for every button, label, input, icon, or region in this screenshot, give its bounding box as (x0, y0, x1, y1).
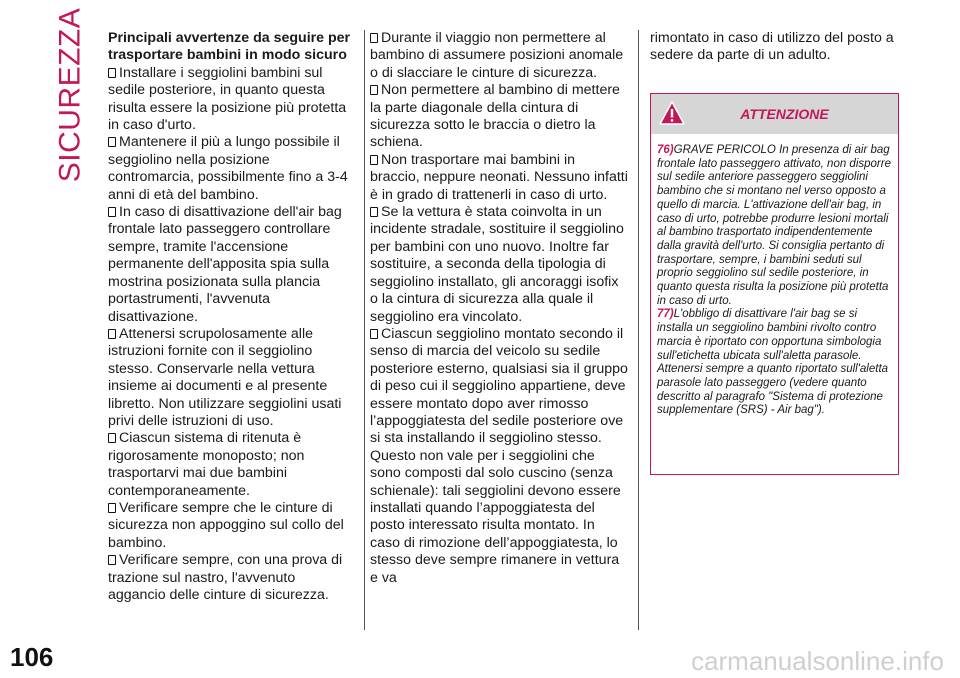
checkbox-bullet-icon (370, 85, 378, 95)
list-item: Mantenere il più a lungo possibile il seggiolino nella posizione contromarcia, possibilmente fino a 3-4 anni di età del bambino. (108, 134, 348, 203)
warning-body (651, 134, 898, 418)
column-divider (364, 30, 365, 630)
page-number: 106 (10, 642, 54, 672)
checkbox-bullet-icon (370, 155, 378, 165)
list-item: Ciascun sistema di ritenuta è rigorosamente monoposto; non trasportarvi mai due bambini contemporaneamente. (108, 430, 305, 499)
list-item: Ciascun seggiolino montato secondo il senso di marcia del veicolo su sedile posteriore esterno, qualsiasi sia il gruppo di peso cui il seggiolino appartiene, deve essere montato dopo aver rimosso l’appoggiatesta del sedile posteriore ove si sta installando il seggiolino stesso. Questo non vale per i seggiolini che sono composti dal solo cuscino (senza schienale): tali seggiolini devono essere installati quando l’appoggiatesta del posto interessato risulta montato. In caso di rimozione dell’appoggiatesta, lo stesso deve sempre rimanere in vettura e va (370, 325, 628, 586)
warning-title: ATTENZIONE (740, 106, 829, 122)
continuation-text: rimontato in caso di utilizzo del posto a sedere da parte di un adulto. (650, 30, 894, 64)
section-title: SICUREZZA (53, 7, 87, 183)
checkbox-bullet-icon (108, 503, 116, 513)
warning-header (651, 94, 898, 134)
list-item: Verificare sempre che le cinture di sicurezza non appoggino sul collo del bambino. (108, 499, 344, 551)
list-item: Durante il viaggio non permettere al bambino di assumere posizioni anomale o di slacciare le cinture di sicurezza. (370, 30, 624, 81)
column-divider (638, 30, 639, 630)
checkbox-bullet-icon (108, 68, 116, 78)
checkbox-bullet-icon (108, 433, 116, 443)
warning-item: 76)GRAVE PERICOLO In presenza di air bag frontale lato passeggero attivato, non disporre sul sedile anteriore passeggero seggiolini bambino che si montano nel verso opposto a quello di marcia. L'attivazione dell'air bag, in caso di urto, potrebbe produrre lesioni mortali al bambino trasportato indipendentemente dalla gravità dell'urto. Si consiglia pertanto di trasportare, sempre, i bambini seduti sul proprio seggiolino sul sedile posteriore, in quanto questa risulta la posizione più protetta in caso di urto. (657, 144, 891, 307)
list-item: Attenersi scrupolosamente alle istruzioni fornite con il seggiolino stesso. Conservarle nella vettura insieme ai documenti e al presente libretto. Non utilizzare seggiolini usati privi delle istruzioni di uso. (108, 325, 342, 429)
list-item: Non permettere al bambino di mettere la parte diagonale della cintura di sicurezza sotto le braccia o dietro la schiena. (370, 82, 620, 151)
column-3 (650, 30, 900, 65)
checkbox-bullet-icon (370, 329, 378, 339)
warning-triangle-icon (659, 101, 685, 125)
checkbox-bullet-icon (108, 555, 116, 565)
checkbox-bullet-icon (370, 33, 378, 43)
checkbox-bullet-icon (108, 137, 116, 147)
list-item: Installare i seggiolini bambini sul sedile posteriore, in quanto questa risulta essere la posizione più protetta in caso d'urto. (108, 64, 347, 134)
column-2 (370, 30, 628, 587)
checkbox-bullet-icon (108, 207, 116, 217)
list-item: In caso di disattivazione dell'air bag frontale lato passeggero controllare sempre, tramite l'accensione permanente dell'apposita spia sulla mostrina posizionata sulla plancia portastrumenti, l'avvenuta disattivazione. (108, 204, 342, 325)
list-item: Non trasportare mai bambini in braccio, neppure neonati. Nessuno infatti è in grado di trattenerli in caso di urto. (370, 151, 628, 203)
checkbox-bullet-icon (370, 207, 378, 217)
section-heading: Principali avvertenze da seguire per trasportare bambini in modo sicuro (108, 30, 351, 64)
column-1 (108, 30, 356, 604)
list-item: Se la vettura è stata coinvolta in un incidente stradale, sostituire il seggiolino per bambini con uno nuovo. Inoltre far sostituire, a seconda della tipologia di seggiolino installato, gli ancoraggi isofix o la cintura di sicurezza alla quale il seggiolino era vincolato. (370, 204, 624, 325)
warning-number: 76) (657, 144, 674, 156)
watermark: carmanualsonline.info (691, 646, 944, 676)
checkbox-bullet-icon (108, 329, 116, 339)
warning-box (650, 93, 899, 475)
warning-item: 77)L'obbligo di disattivare l'air bag se si installa un seggiolino bambini rivolto contro marcia è riportato con opportuna simbologia sull'etichetta ubicata sull'aletta parasole. Attenersi sempre a quanto riportato sull'aletta parasole lato passeggero (vedere quanto descritto al paragrafo "Sistema di protezione supplementare (SRS) - Air bag"). (657, 308, 889, 417)
warning-number: 77) (657, 308, 674, 321)
list-item: Verificare sempre, con una prova di trazione sul nastro, l'avvenuto aggancio delle cinture di sicurezza. (108, 552, 343, 603)
